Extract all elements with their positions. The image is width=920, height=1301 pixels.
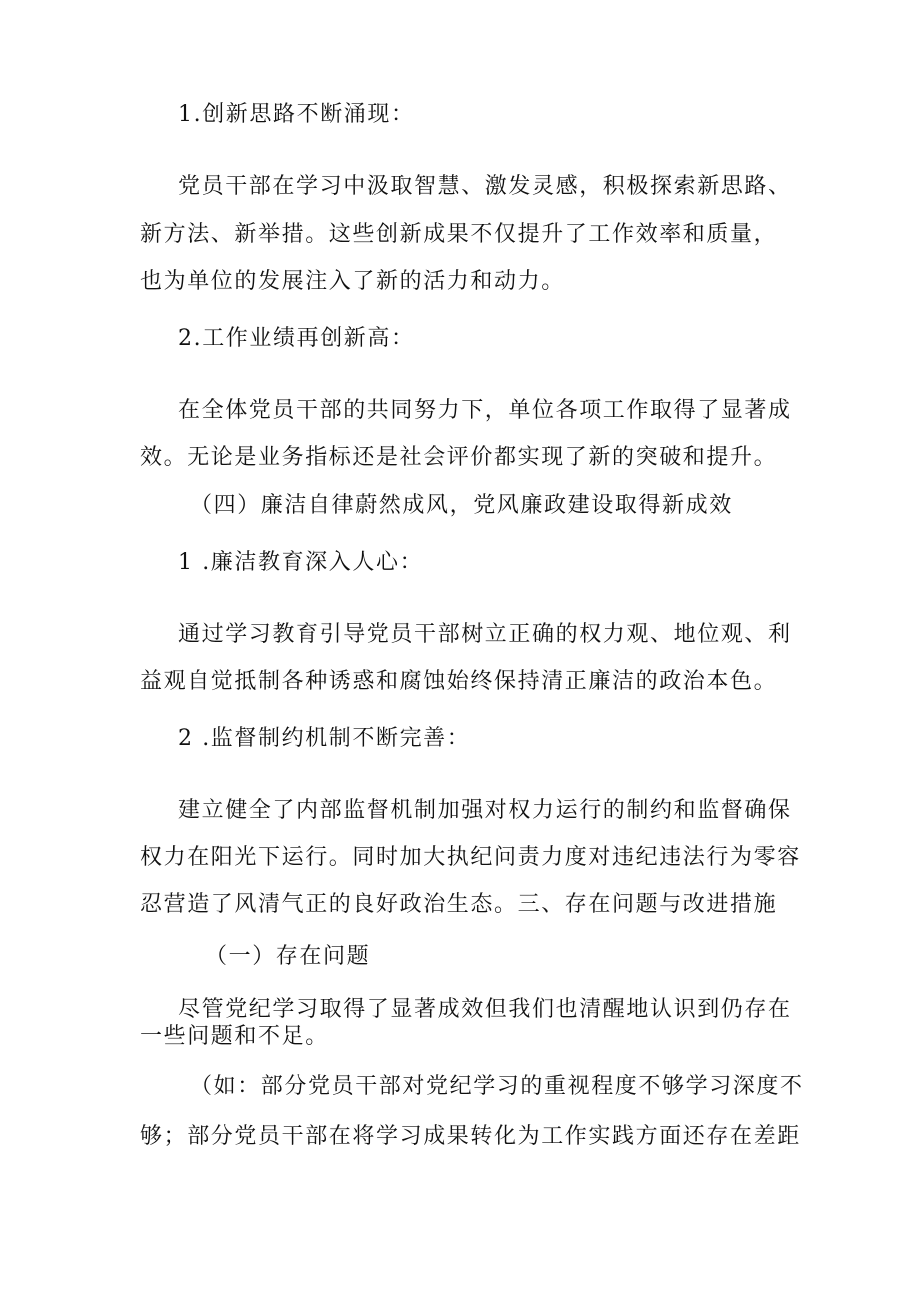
paragraph-line: 新方法、新举措。这些创新成果不仅提升了工作效率和质量，: [140, 222, 778, 247]
paragraph-line: 也为单位的发展注入了新的活力和动力。: [140, 269, 565, 294]
paragraph-line: 权力在阳光下运行。同时加大执纪问责力度对违纪违法行为零容: [140, 845, 801, 870]
section-heading-problems: （一）存在问题: [205, 944, 371, 969]
paragraph-line: 通过学习教育引导党员干部树立正确的权力观、地位观、利: [178, 622, 792, 647]
paragraph-line: 忍营造了风清气正的良好政治生态。三、存在问题与改进措施: [140, 892, 778, 917]
paragraph-line: 尽管党纪学习取得了显著成效但我们也清醒地认识到仍存在: [178, 997, 792, 1022]
paragraph-line: 在全体党员干部的共同努力下，单位各项工作取得了显著成: [178, 398, 792, 423]
paragraph-line: 益观自觉抵制各种诱惑和腐蚀始终保持清正廉洁的政治本色。: [140, 669, 778, 694]
heading-supervision: 2 .监督制约机制不断完善：: [178, 726, 471, 751]
paragraph-line: 建立健全了内部监督机制加强对权力运行的制约和监督确保: [178, 798, 792, 823]
paragraph-line: 一些问题和不足。: [140, 1024, 329, 1049]
heading-integrity-education: 1 .廉洁教育深入人心：: [178, 550, 424, 575]
section-heading-integrity: （四）廉洁自律蔚然成风，党风廉政建设取得新成效: [190, 493, 733, 518]
paragraph-line: （如：部分党员干部对党纪学习的重视程度不够学习深度不: [190, 1074, 804, 1099]
heading-performance: 2.工作业绩再创新高：: [178, 326, 415, 351]
paragraph-line: 党员干部在学习中汲取智慧、激发灵感，积极探索新思路、: [178, 174, 792, 199]
paragraph-line: 够；部分党员干部在将学习成果转化为工作实践方面还存在差距: [140, 1124, 801, 1149]
heading-innovation: 1.创新思路不断涌现：: [178, 102, 415, 127]
paragraph-line: 效。无论是业务指标还是社会评价都实现了新的突破和提升。: [140, 445, 778, 470]
